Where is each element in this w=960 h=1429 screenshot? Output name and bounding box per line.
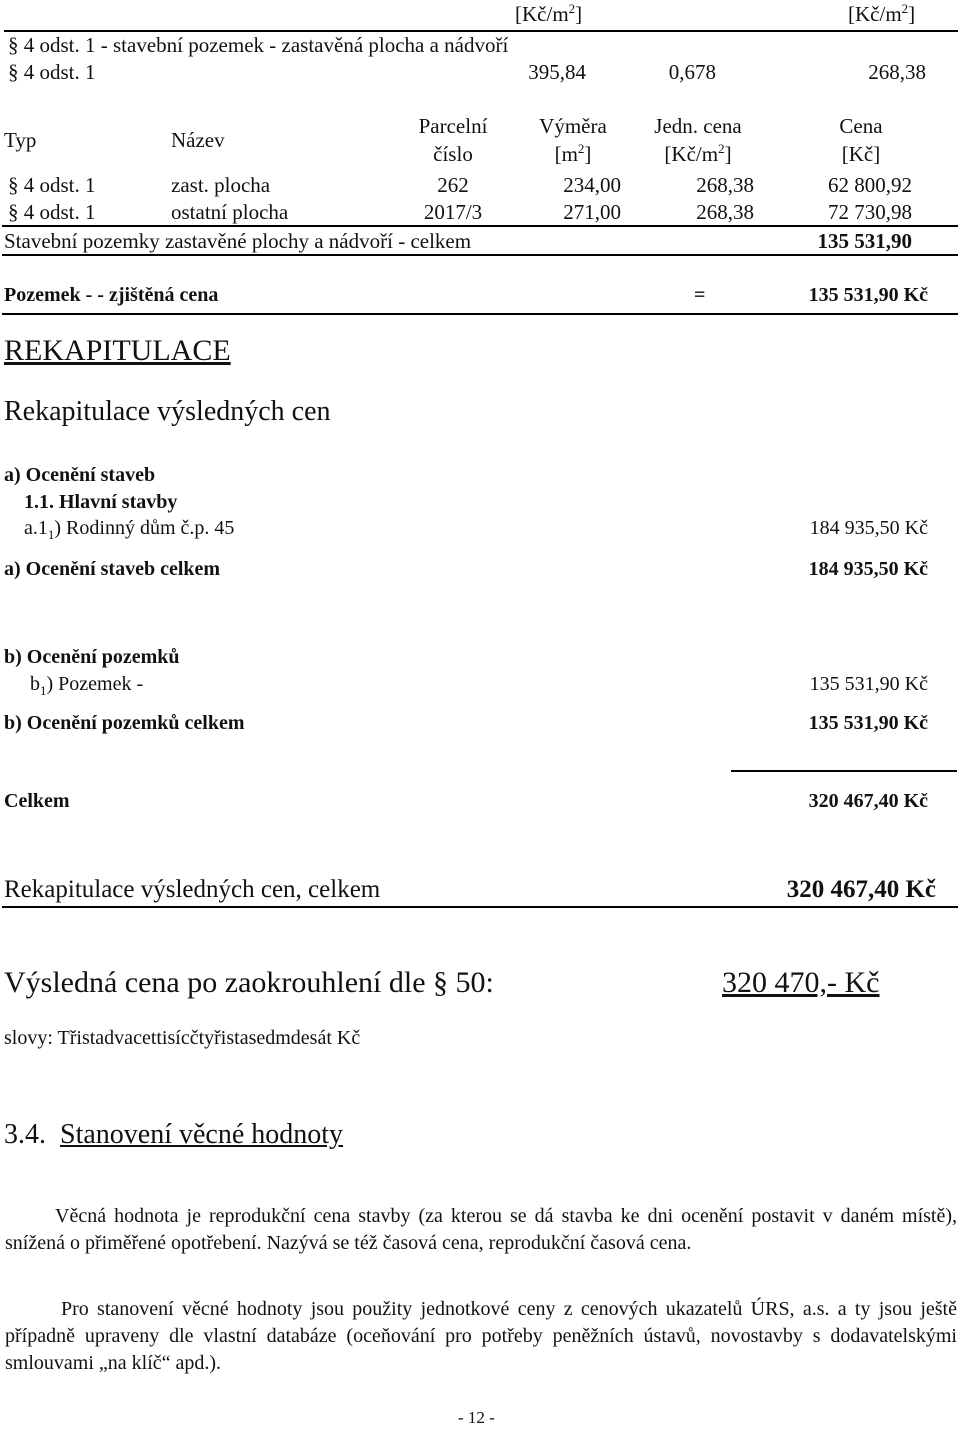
row-nazev: ostatní plocha [171, 200, 289, 224]
divider [2, 906, 958, 908]
row-parcela: 262 [437, 173, 469, 197]
header-vymera-unit: $[m^2]$ [554, 141, 592, 166]
paragraph-2: Pro stanovení věcné hodnoty jsou použity jednotkové ceny z cenových ukazatelů ÚRS, a.s. a ty jsou ještě případně upraveny dle vlastní databáze (oceňování pro potřeby peněžních ústavů, novostavby s dodavatelskými smlouvami „na klíč“ apd.). [5, 1298, 957, 1374]
a-heading: a) Ocenění staveb [4, 464, 156, 486]
section-row-type: § 4 odst. 1 [8, 60, 96, 84]
a-subheading: 1.1. Hlavní stavby [24, 491, 178, 513]
pozemek-label: Pozemek - - zjištěná cena [4, 284, 219, 306]
header-cena-unit: [Kč] [841, 142, 881, 166]
header-parcelni: Parcelní [418, 114, 488, 138]
b-item-label: $b_1$) Pozemek - [30, 673, 144, 698]
row-vymera: 234,00 [563, 173, 621, 197]
row-vymera: 271,00 [563, 200, 621, 224]
section-row-unit-price: 268,38 [868, 60, 926, 84]
header-typ: Typ [4, 128, 37, 152]
divider [4, 30, 958, 32]
section-row-price: 395,84 [528, 60, 586, 84]
pozemek-value: 135 531,90 Kč [808, 284, 928, 306]
celkem-label: Celkem [4, 790, 70, 812]
header-cena: Cena [839, 114, 883, 138]
rekap-total-value: 320 467,40 Kč [786, 876, 936, 903]
header-nazev: Název [171, 128, 225, 152]
b-heading: b) Ocenění pozemků [4, 646, 180, 668]
b-total-value: 135 531,90 Kč [808, 712, 928, 734]
page-number: - 12 - [458, 1408, 495, 1427]
rekap-title: REKAPITULACE [4, 334, 231, 367]
b-item-value: 135 531,90 Kč [809, 673, 928, 695]
a-total-label: a) Ocenění staveb celkem [4, 558, 221, 580]
rekap-total-label: Rekapitulace výsledných cen, celkem [4, 876, 381, 903]
unit-label-2: $[Kč/m^2]$ [848, 1, 916, 26]
paragraph-1: Věcná hodnota je reprodukční cena stavby (za kterou se dá stavba ke dni ocenění postavit v daném místě), snížená o přiměřené opotřebení. Nazývá se též časová cena, reprodukční časová cena. [5, 1205, 957, 1254]
unit-label-1: $[Kč/m^2]$ [515, 1, 583, 26]
row-nazev: zast. plocha [171, 173, 271, 197]
divider [2, 313, 958, 315]
slovy: slovy: Třistadvacettisícčtyřistasedmdesát Kč [4, 1027, 361, 1049]
section-icon: § [8, 173, 24, 197]
section-row-coef: 0,678 [668, 60, 716, 84]
a-item-label: $a.1_1$) Rodinný dům č.p. 45 [24, 517, 235, 542]
final-value: 320 470,- Kč [722, 966, 880, 999]
section-icon: § [433, 966, 449, 999]
header-cislo: číslo [433, 142, 473, 166]
section-3-4-heading: 3.4. Stanovení věcné hodnoty [4, 1119, 344, 1150]
row-jedn: 268,38 [696, 173, 754, 197]
section-icon: § [8, 200, 24, 224]
row-cena: 72 730,98 [828, 200, 912, 224]
table-total-label: Stavební pozemky zastavěné plochy a nádvoří - celkem [4, 229, 472, 253]
header-jedn-unit: $[Kč/m^2]$ [664, 141, 732, 166]
header-vymera: Výměra [539, 114, 607, 138]
row-parcela: 2017/3 [423, 200, 483, 224]
row-jedn: 268,38 [696, 200, 754, 224]
b-total-label: b) Ocenění pozemků celkem [4, 712, 245, 734]
divider [2, 225, 958, 227]
section-heading: § 4 odst. 1 - stavební pozemek - zastavěná plocha a nádvoří [8, 33, 509, 57]
row-typ: § 4 odst. 1 [8, 173, 96, 197]
table-total-value: 135 531,90 [817, 229, 912, 253]
section-icon: § [8, 60, 24, 84]
final-label: Výsledná cena po zaokrouhlení dle § 50: [4, 966, 494, 999]
divider [2, 254, 958, 256]
section-icon: § [8, 33, 24, 57]
row-typ: § 4 odst. 1 [8, 200, 96, 224]
rekap-subtitle: Rekapitulace výsledných cen [4, 396, 331, 427]
sum-line [731, 770, 957, 772]
row-cena: 62 800,92 [828, 173, 912, 197]
a-item-value: 184 935,50 Kč [809, 517, 928, 539]
pozemek-eq: = [694, 284, 706, 306]
header-jedn-cena: Jedn. cena [654, 114, 742, 138]
celkem-value: 320 467,40 Kč [808, 790, 928, 812]
a-total-value: 184 935,50 Kč [808, 558, 928, 580]
